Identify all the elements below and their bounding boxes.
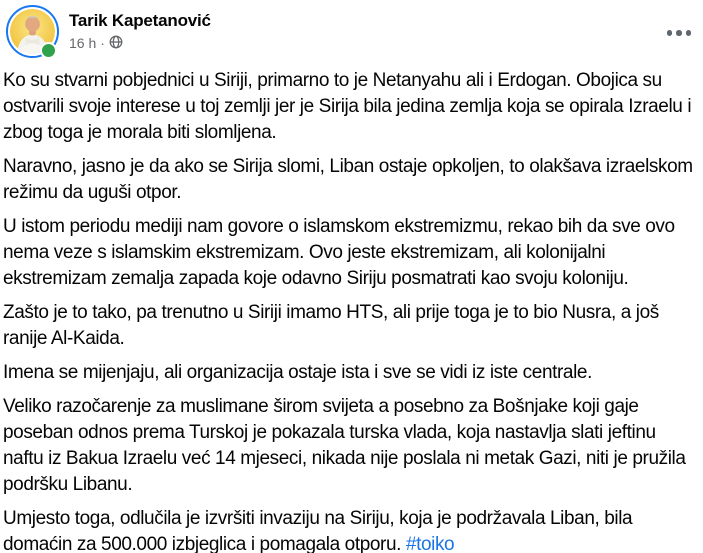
- ellipsis-dot: [667, 30, 673, 36]
- more-options-button[interactable]: [663, 26, 696, 40]
- meta-separator: ·: [100, 35, 105, 51]
- post-paragraph: Ko su stvarni pobjednici u Siriji, primarno to je Netanyahu ali i Erdogan. Obojica su ostvarili svoje interese u toj zemlji jer je Sirija bila jedina zemlja koja se opirala Izraelu i zbog toga je morala biti slomljena.: [3, 70, 692, 143]
- ellipsis-dot: [686, 30, 692, 36]
- post-text: [0, 58, 703, 553]
- hashtag-link[interactable]: #toiko: [405, 534, 455, 553]
- avatar[interactable]: [6, 5, 59, 58]
- post-paragraph: U istom periodu mediji nam govore o islamskom ekstremizmu, rekao bih da sve ovo nema veze s islamskim ekstremizam. Ovo jeste ekstremizam, ali kolonijalni ekstremizam zemalja zapada koje odavno Siriju posmatrati kao svoju koloniju.: [3, 216, 675, 289]
- author-name[interactable]: Tarik Kapetanović: [69, 11, 211, 30]
- post-paragraph: Naravno, jasno je da ako se Sirija slomi, Liban ostaje opkoljen, to olakšava izraelskom režimu da uguši otpor.: [3, 156, 693, 203]
- post-timestamp[interactable]: 16 h: [69, 35, 97, 51]
- post-header: [0, 0, 703, 58]
- online-status-dot: [40, 42, 57, 59]
- globe-privacy-icon: [109, 35, 123, 52]
- ellipsis-dot: [676, 30, 682, 36]
- post-header-info: [69, 5, 211, 52]
- post-paragraph: Veliko razočarenje za muslimane širom svijeta a posebno za Bošnjake koji gaje poseban odnos prema Turskoj je pokazala turska vlada, koja nastavlja slati jeftinu naftu iz Bakua Izraelu već 14 mjeseci, nikada nije poslala ni metak Gazi, niti je pružila podršku Libanu.: [3, 396, 686, 495]
- post-paragraph: Zašto je to tako, pa trenutno u Siriji imamo HTS, ali prije toga je to bio Nusra, a još ranije Al-Kaida.: [3, 302, 659, 349]
- post-paragraph: Imena se mijenjaju, ali organizacija ostaje ista i sve se vidi iz iste centrale.: [3, 362, 592, 383]
- post-meta: [69, 34, 211, 52]
- post-paragraph: Umjesto toga, odlučila je izvršiti invaziju na Siriju, koja je podržavala Liban, bila domaćin za 500.000 izbjeglica i pomagala otporu. #toiko: [3, 508, 633, 553]
